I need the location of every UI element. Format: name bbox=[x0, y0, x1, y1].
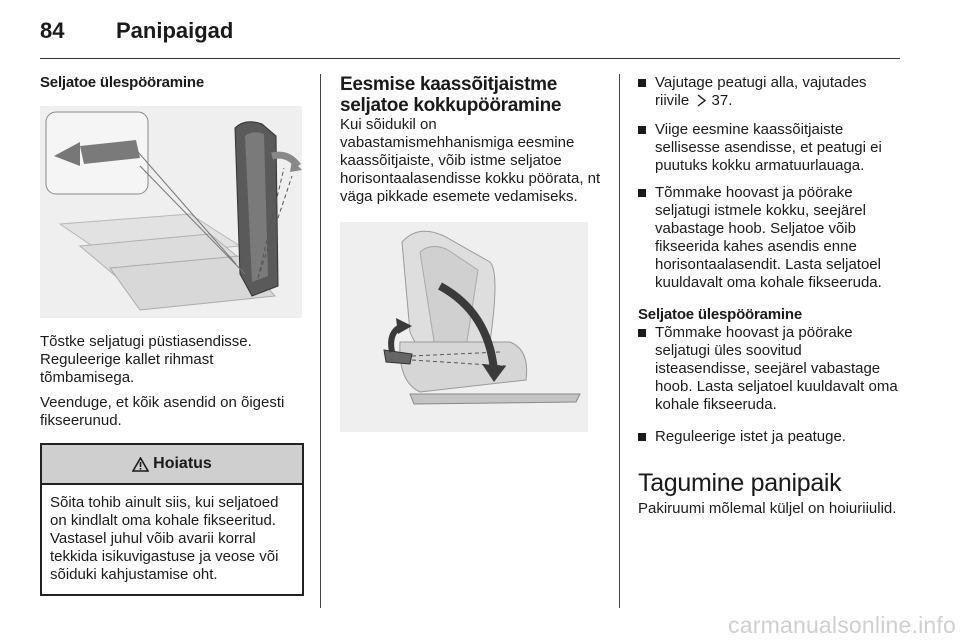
list-item: Tõmmake hoovast ja pöörake seljatugi istmele kokku, seejärel vabastage hoob. Seljatoe võib fikseerida kahes asendis enne horisontaalasendit. Lasta seljatoel kuuldavalt oma kohale fikseeruda. bbox=[638, 184, 900, 292]
list-item: Vajutage peatugi alla, vajutades riivile 37. bbox=[638, 74, 900, 112]
warning-box bbox=[40, 443, 304, 596]
list-item: Viige eesmine kaassõitjaiste sellisesse asendisse, et peatugi ei puutuks kokku armatuurlauaga. bbox=[638, 121, 900, 175]
warning-triangle-icon bbox=[132, 457, 149, 472]
paragraph-rear-storage: Pakiruumi mõlemal küljel on hoiuriiulid. bbox=[638, 500, 897, 517]
column-3 bbox=[638, 74, 900, 518]
warning-text: Sõita tohib ainult siis, kui seljatoed on kindlalt oma kohale fikseeritud. Vastasel juhul võib avarii korral tekkida isikuvigastuse ja veose või sõiduki kahjustamise oht. bbox=[50, 494, 279, 583]
front-seat-drawing bbox=[340, 222, 588, 432]
section-heading-line-1: Eesmise kaassõitjaistme bbox=[340, 74, 558, 95]
paragraph-check-locked: Veenduge, et kõik asendid on õigesti fikseerunud. bbox=[40, 394, 285, 429]
warning-header bbox=[42, 445, 302, 485]
column-divider-1 bbox=[320, 74, 321, 608]
bullet-square-icon bbox=[638, 329, 646, 337]
page-header bbox=[40, 18, 900, 52]
column-2 bbox=[340, 74, 604, 432]
column-divider-2 bbox=[619, 74, 620, 608]
page-reference-icon bbox=[696, 94, 707, 112]
front-seat-illustration bbox=[340, 222, 588, 432]
raise-steps-list bbox=[638, 324, 900, 446]
watermark: carmanualsonline.info bbox=[728, 612, 956, 638]
section-subheading: Seljatoe ülespööramine bbox=[40, 74, 204, 91]
bullet-square-icon bbox=[638, 126, 646, 134]
bullet-square-icon bbox=[638, 189, 646, 197]
header-divider bbox=[40, 58, 900, 59]
page-number: 84 bbox=[40, 18, 65, 43]
section-heading-line-2: seljatoe kokkupööramine bbox=[340, 95, 562, 116]
rear-seat-drawing bbox=[40, 106, 302, 318]
page-reference[interactable]: 37. bbox=[711, 92, 733, 109]
paragraph-raise-backrest: Tõstke seljatugi püstiasendisse. Reguleerige kallet rihmast tõmbamisega. bbox=[40, 333, 252, 386]
section-subheading: Seljatoe ülespööramine bbox=[638, 306, 802, 323]
section-heading: Tagumine panipaik bbox=[638, 469, 842, 497]
column-1 bbox=[40, 74, 304, 596]
page-title: Panipaigad bbox=[116, 18, 234, 43]
warning-title: Hoiatus bbox=[153, 455, 212, 472]
bullet-square-icon bbox=[638, 433, 646, 441]
list-item: Tõmmake hoovast ja pöörake seljatugi üles soovitud isteasendisse, seejärel vabastage hoob. Lasta seljatoel kuuldavalt oma kohale fikseeruda. bbox=[638, 324, 900, 414]
rear-seat-illustration bbox=[40, 106, 302, 318]
bullet-square-icon bbox=[638, 79, 646, 87]
fold-steps-list bbox=[638, 74, 900, 292]
paragraph-fold-front-seat: Kui sõidukil on vabastamismehhanismiga eesmine kaassõitjaiste, võib istme seljatoe horisontaalasendisse kokku pöörata, nt väga pikkade esemete vedamiseks. bbox=[340, 116, 601, 205]
list-item: Reguleerige istet ja peatuge. bbox=[638, 428, 900, 446]
